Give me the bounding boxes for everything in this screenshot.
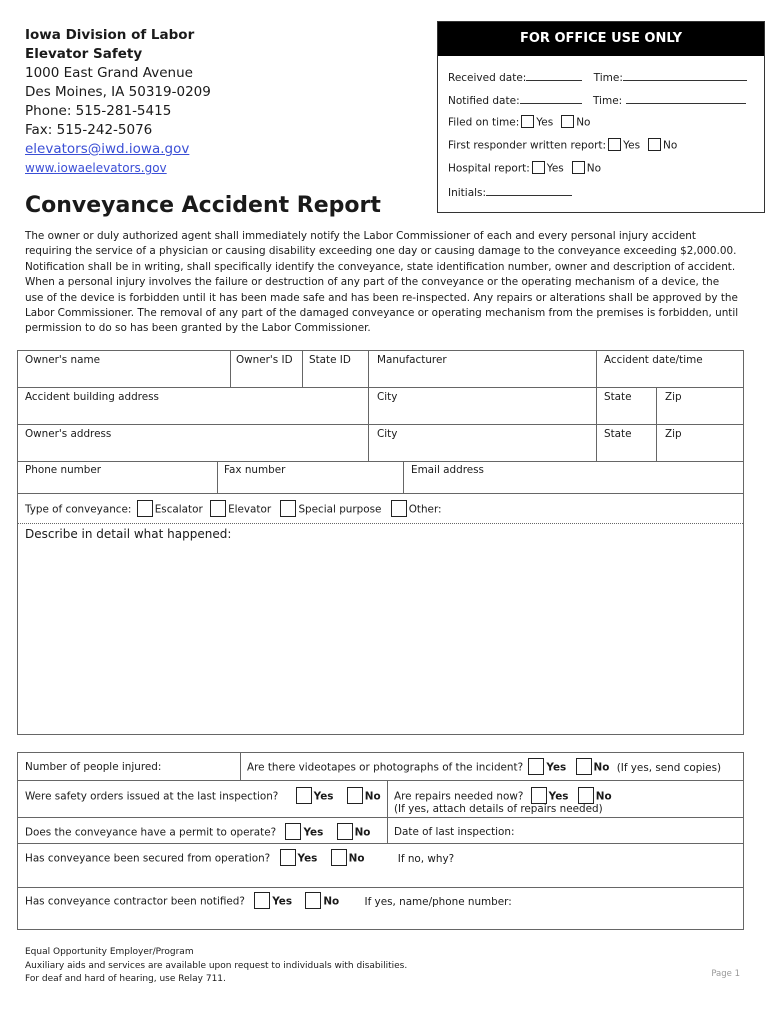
secured-label: Has conveyance been secured from operation? <box>25 852 271 865</box>
no-label: No <box>586 162 602 175</box>
filed-no-checkbox[interactable] <box>561 115 574 128</box>
email-link[interactable]: elevators@iwd.iowa.gov <box>25 141 190 157</box>
first-responder-yes-checkbox[interactable] <box>608 138 621 151</box>
address-line-1: 1000 East Grand Avenue <box>25 65 193 81</box>
elevator-label: Elevator <box>228 503 272 516</box>
owner-zip-field[interactable]: Zip <box>665 428 682 440</box>
initials-field[interactable] <box>486 185 572 196</box>
notified-time-field[interactable] <box>626 93 746 104</box>
if-no-why-field[interactable]: If no, why? <box>397 852 455 865</box>
first-responder-no-checkbox[interactable] <box>648 138 661 151</box>
fax-number-field[interactable]: Fax number <box>224 464 286 476</box>
escalator-checkbox[interactable] <box>137 500 153 517</box>
footer-line-2: Auxiliary aids and services are available upon request to individuals with disabilities. <box>25 960 408 971</box>
org-header <box>25 26 211 178</box>
repairs-note: (If yes, attach details of repairs needed) <box>394 803 603 815</box>
phone-number-field[interactable]: Phone number <box>25 464 102 476</box>
accident-state-field[interactable]: State <box>604 391 632 403</box>
hospital-no-checkbox[interactable] <box>572 161 585 174</box>
video-label: Are there videotapes or photographs of the incident? <box>247 761 524 774</box>
elevator-checkbox[interactable] <box>210 500 226 517</box>
no-label: No <box>364 790 381 803</box>
yes-label: Yes <box>272 895 293 908</box>
hospital-row <box>448 161 601 176</box>
repairs-label: Are repairs needed now? <box>394 790 524 803</box>
safety-orders-label: Were safety orders issued at the last inspection? <box>25 790 279 803</box>
send-copies-note: (If yes, send copies) <box>616 761 722 774</box>
repairs-yes-checkbox[interactable] <box>531 787 547 804</box>
notified-date-field[interactable] <box>520 93 582 104</box>
video-no-checkbox[interactable] <box>576 758 592 775</box>
yes-label: Yes <box>303 826 324 839</box>
page-number: Page 1 <box>711 969 740 979</box>
contractor-no-checkbox[interactable] <box>305 892 321 909</box>
footer-line-1: Equal Opportunity Employer/Program <box>25 947 194 957</box>
secured-yes-checkbox[interactable] <box>280 849 296 866</box>
notified-row <box>448 93 746 107</box>
permit-yes-checkbox[interactable] <box>285 823 301 840</box>
owner-city-field[interactable]: City <box>377 428 398 440</box>
yes-label: Yes <box>546 761 567 774</box>
no-label: No <box>663 139 678 152</box>
special-purpose-label: Special purpose <box>298 503 382 516</box>
accident-form <box>17 350 744 735</box>
address-line-2: Des Moines, IA 50319-0209 <box>25 84 211 100</box>
phone: Phone: 515-281-5415 <box>25 103 172 119</box>
last-inspection-field[interactable]: Date of last inspection: <box>394 826 515 838</box>
yes-label: Yes <box>546 162 564 175</box>
describe-label: Describe in detail what happened: <box>25 527 232 541</box>
hospital-yes-checkbox[interactable] <box>532 161 545 174</box>
repairs-no-checkbox[interactable] <box>578 787 594 804</box>
other-checkbox[interactable] <box>391 500 407 517</box>
escalator-label: Escalator <box>154 503 203 516</box>
yes-label: Yes <box>623 139 641 152</box>
accident-city-field[interactable]: City <box>377 391 398 403</box>
contractor-label: Has conveyance contractor been notified? <box>25 895 245 908</box>
safety-yes-checkbox[interactable] <box>296 787 312 804</box>
office-use-header: FOR OFFICE USE ONLY <box>438 22 764 56</box>
permit-label: Does the conveyance have a permit to operate? <box>25 826 277 839</box>
describe-textarea[interactable] <box>18 547 743 734</box>
video-yes-checkbox[interactable] <box>528 758 544 775</box>
email-address-field[interactable]: Email address <box>411 464 484 476</box>
hospital-label: Hospital report: <box>448 162 530 175</box>
conveyance-type-row <box>25 500 442 519</box>
received-row <box>448 70 747 84</box>
time-label: Time: <box>593 72 623 84</box>
safety-no-checkbox[interactable] <box>347 787 363 804</box>
initials-row <box>448 185 572 199</box>
questions-form <box>17 752 744 930</box>
manufacturer-field[interactable]: Manufacturer <box>377 354 447 366</box>
video-question <box>247 758 721 777</box>
state-id-field[interactable]: State ID <box>309 354 351 366</box>
no-label: No <box>354 826 371 839</box>
accident-address-field[interactable]: Accident building address <box>25 391 159 403</box>
intro-paragraph: The owner or duly authorized agent shall immediately notify the Labor Commissioner of each and every personal injury accident requiring the service of a physician or causing disability exceeding one day or causing damage to the conveyance exceeding $2,000.00. Notification shall be in writing, shall specifically identify the conveyance, state identification number, owner and description of accident. When a personal injury involves the failure or destruction of any part of the conveyance or the operating mechanism of a device, the use of the device is forbidden until it has been made safe and has been re-inspected. Any repairs or alterations shall be approved by the Labor Commissioner. The removal of any part of the damaged conveyance or operating mechanism from the premises is forbidden, until permission to do so has been granted by the Labor Commissioner. <box>25 230 739 335</box>
org-department: Elevator Safety <box>25 46 143 62</box>
filed-yes-checkbox[interactable] <box>521 115 534 128</box>
owners-address-field[interactable]: Owner's address <box>25 428 112 440</box>
permit-no-checkbox[interactable] <box>337 823 353 840</box>
owners-id-field[interactable]: Owner's ID <box>236 354 293 366</box>
special-purpose-checkbox[interactable] <box>280 500 296 517</box>
yes-label: Yes <box>548 790 569 803</box>
safety-orders-question <box>25 787 381 806</box>
no-label: No <box>576 116 591 129</box>
contractor-question <box>25 892 512 911</box>
page-title: Conveyance Accident Report <box>25 193 381 218</box>
no-label: No <box>348 852 365 865</box>
no-label: No <box>593 761 610 774</box>
secured-no-checkbox[interactable] <box>331 849 347 866</box>
secured-question <box>25 849 454 868</box>
injured-count-field[interactable]: Number of people injured: <box>25 761 162 773</box>
owners-name-field[interactable]: Owner's name <box>25 354 100 366</box>
initials-label: Initials: <box>448 187 487 199</box>
accident-zip-field[interactable]: Zip <box>665 391 682 403</box>
footer <box>25 946 407 987</box>
received-date-field[interactable] <box>526 70 582 81</box>
yes-label: Yes <box>297 852 318 865</box>
no-label: No <box>595 790 612 803</box>
time2-label: Time: <box>592 95 623 107</box>
received-label: Received date: <box>448 72 527 84</box>
org-name: Iowa Division of Labor <box>25 27 195 43</box>
accident-datetime-field[interactable]: Accident date/time <box>604 354 703 366</box>
received-time-field[interactable] <box>623 70 747 81</box>
first-responder-label: First responder written report: <box>448 139 607 152</box>
yes-label: Yes <box>536 116 554 129</box>
first-responder-row <box>448 138 677 153</box>
owner-state-field[interactable]: State <box>604 428 632 440</box>
filed-row <box>448 115 590 130</box>
fax: Fax: 515-242-5076 <box>25 122 153 138</box>
footer-line-3: For deaf and hard of hearing, use Relay 711. <box>25 974 226 984</box>
type-label: Type of conveyance: <box>25 503 132 516</box>
other-label: Other: <box>408 503 442 516</box>
no-label: No <box>323 895 340 908</box>
website-link[interactable]: www.iowaelevators.gov <box>25 161 167 175</box>
filed-label: Filed on time: <box>448 116 520 129</box>
permit-question <box>25 823 370 842</box>
office-use-box <box>437 21 765 213</box>
notified-label: Notified date: <box>448 95 520 107</box>
contractor-name-phone-field[interactable]: If yes, name/phone number: <box>364 895 512 908</box>
contractor-yes-checkbox[interactable] <box>254 892 270 909</box>
yes-label: Yes <box>313 790 334 803</box>
